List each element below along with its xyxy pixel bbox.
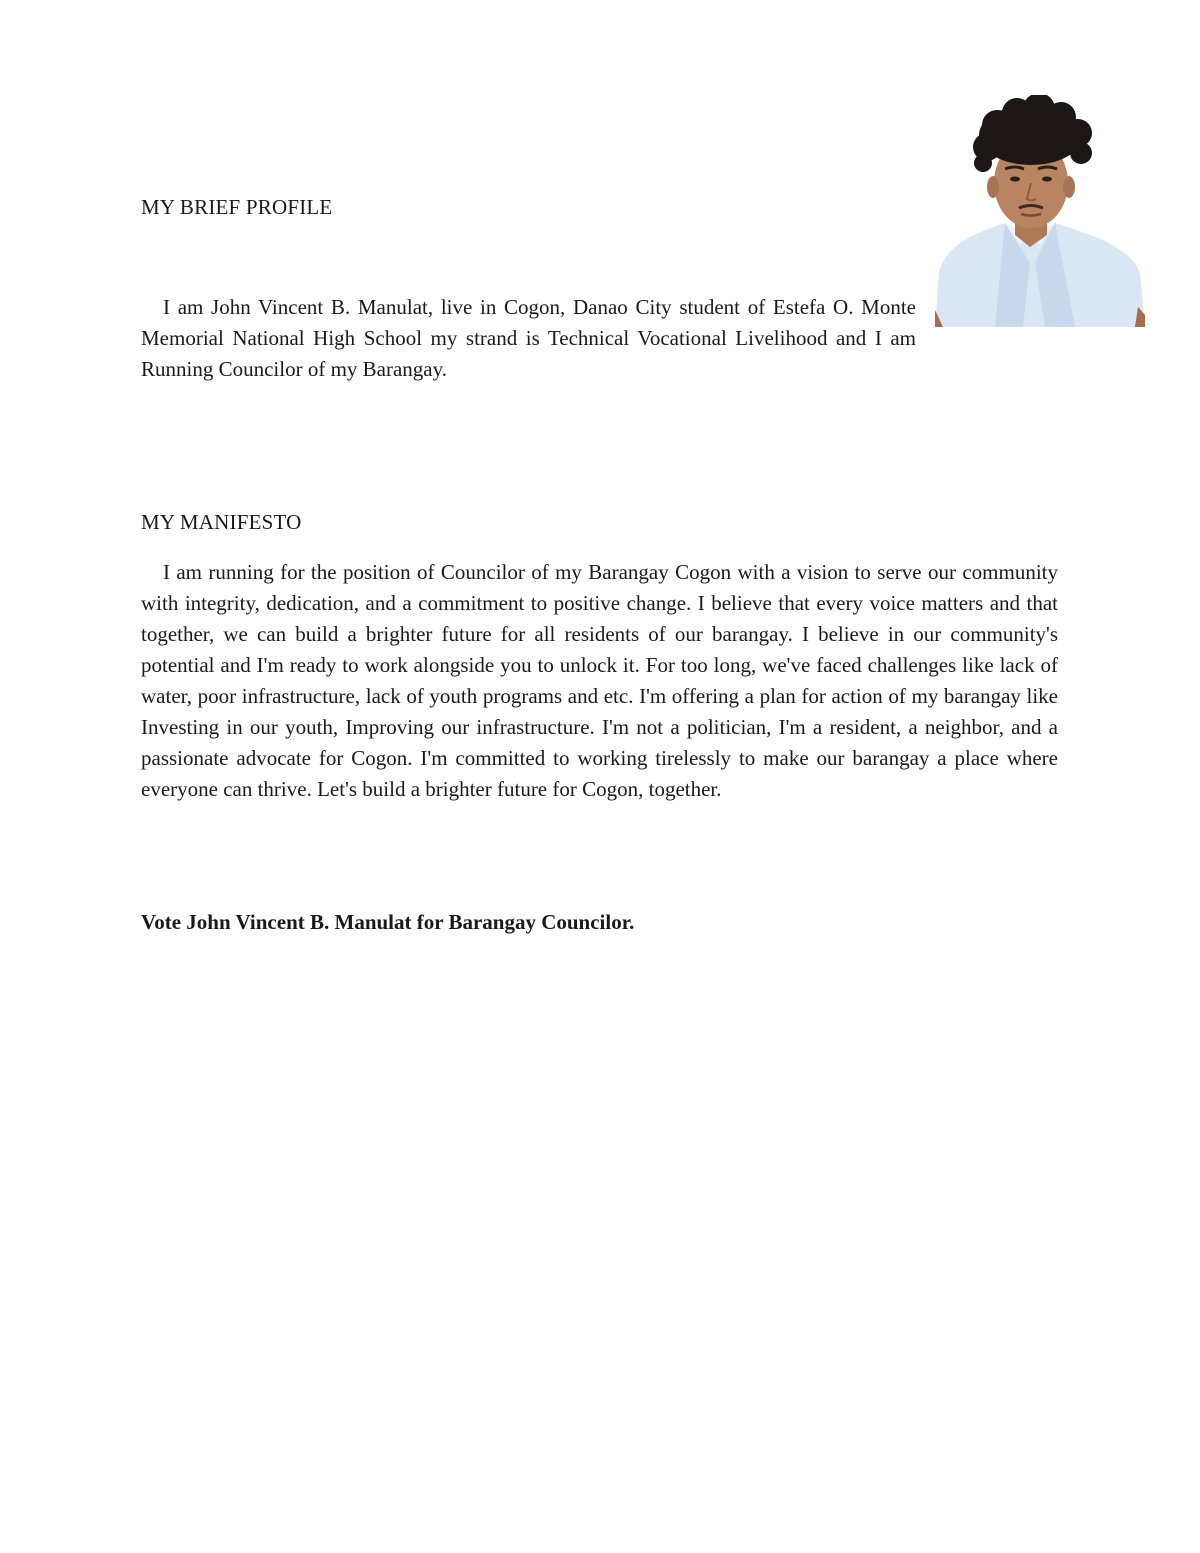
manifesto-heading: MY MANIFESTO (141, 510, 302, 534)
manifesto-paragraph: I am running for the position of Councilor of my Barangay Cogon with a vision to serve our community with integrity, dedication, and a commitment to positive change. I believe that every voice matters and that together, we can build a brighter future for all residents of our barangay. I believe in our community's potential and I'm ready to work alongside you to unlock it. For too long, we've faced challenges like lack of water, poor infrastructure, lack of youth programs and etc. I'm offering a plan for action of my barangay like Investing in our youth, Improving our infrastructure. I'm not a politician, I'm a resident, a neighbor, and a passionate advocate for Cogon. I'm committed to working tirelessly to make our barangay a place where everyone can thrive. Let's build a brighter future for Cogon, together. (141, 560, 1058, 801)
closing-statement: Vote John Vincent B. Manulat for Barangay Councilor. (141, 910, 635, 934)
profile-heading: MY BRIEF PROFILE (141, 195, 333, 219)
profile-paragraph: I am John Vincent B. Manulat, live in Cogon, Danao City student of Estefa O. Monte Memorial National High School my strand is Technical Vocational Livelihood and I am Running Councilor of my Barangay. (141, 295, 916, 381)
candidate-photo (935, 95, 1145, 327)
